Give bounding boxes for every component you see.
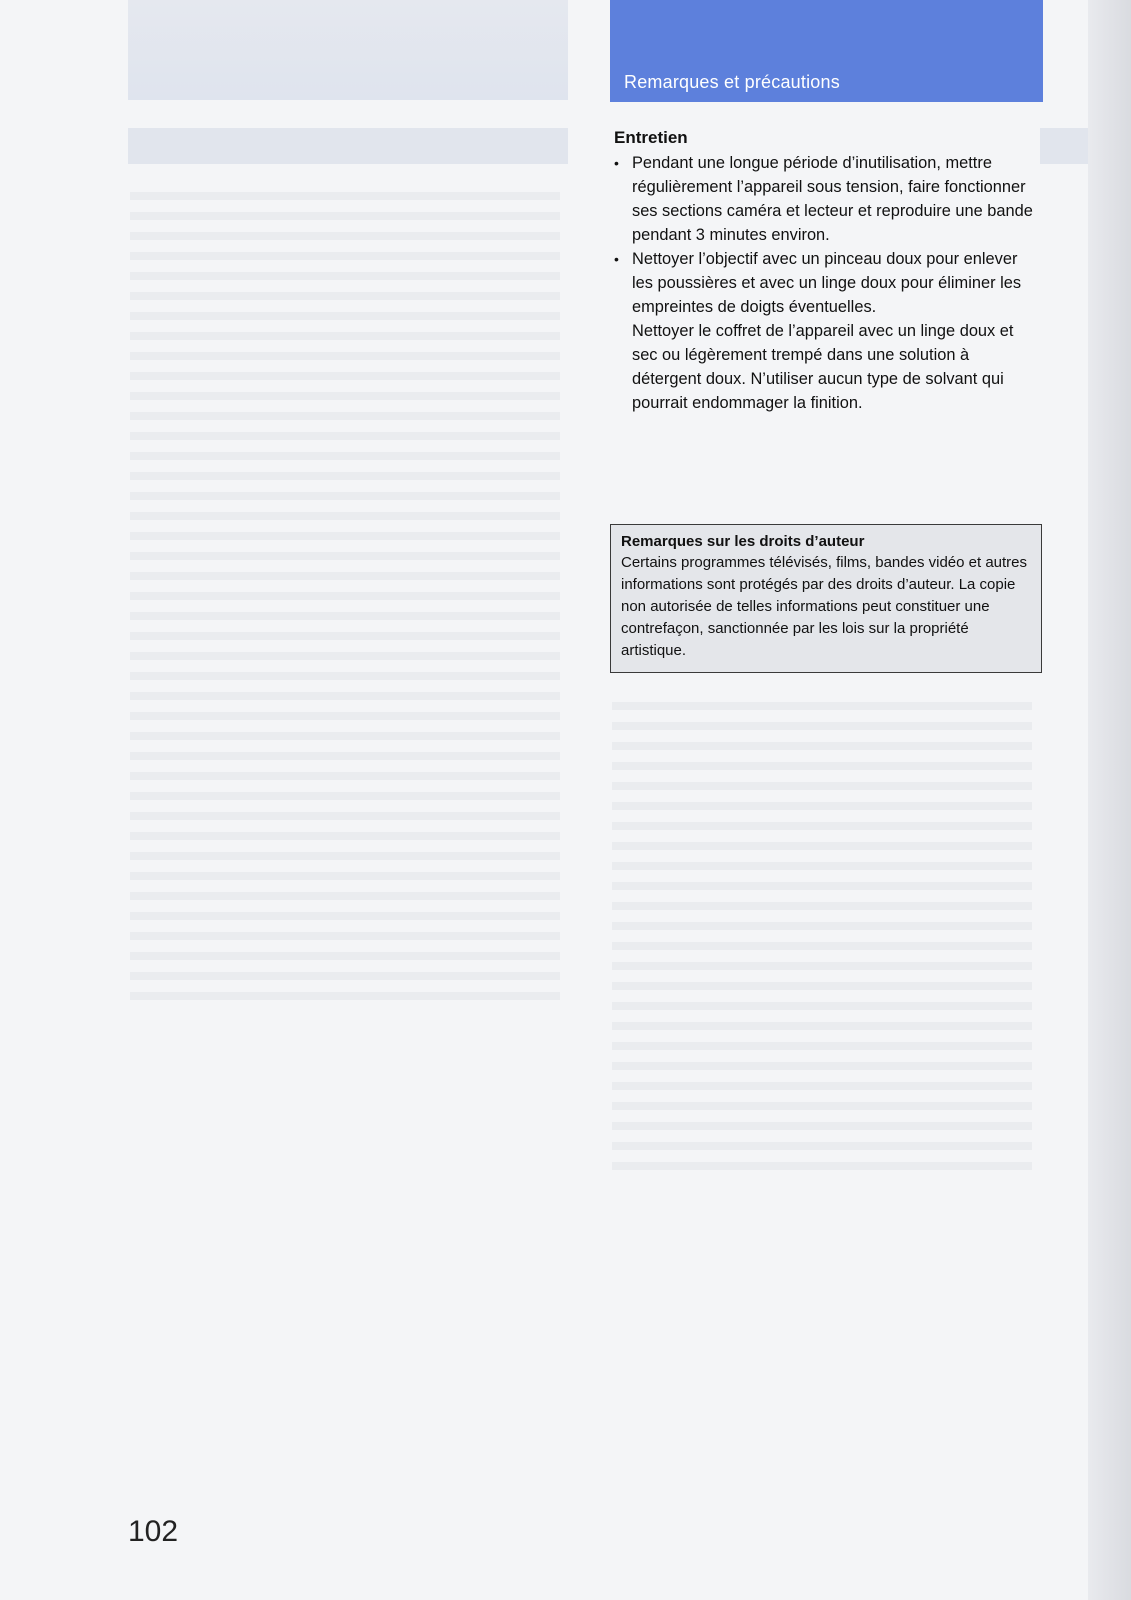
page-number: 102 (128, 1515, 179, 1548)
list-item (614, 247, 1036, 415)
bleed-through-text-right (612, 690, 1032, 1170)
list-item (614, 151, 1036, 247)
bleed-through-bar-left (128, 128, 568, 164)
page-edge-shadow (1088, 0, 1131, 1600)
section-header (610, 0, 1043, 102)
copyright-notice-box (610, 524, 1042, 673)
subsection-title: Entretien (614, 128, 688, 147)
list-paragraph: • Pendant une longue période d’inutilisation, mettre régulièrement l’appareil sous tension, faire fonctionner ses sections caméra et lecteur et reproduire une bande pendant 3 minutes environ. (632, 154, 1033, 244)
notice-body: Certains programmes télévisés, films, bandes vidéo et autres informations sont protégés par des droits d’auteur. La copie non autorisée de telles informations peut constituer une contrefaçon, sanctionnée par les lois sur la propriété artistique. (621, 554, 1028, 659)
entretien-section (614, 128, 1036, 415)
bleed-through-text-left (130, 180, 560, 1000)
section-title: Remarques et précautions (624, 72, 840, 92)
bleed-through-bar-right (1040, 128, 1088, 164)
list-paragraph: • Nettoyer l’objectif avec un pinceau doux pour enlever les poussières et avec un linge doux pour éliminer les empreintes de doigts éventuelles. (632, 250, 1022, 316)
notice-title: Remarques sur les droits d’auteur (621, 533, 865, 550)
maintenance-list (614, 151, 1036, 415)
list-paragraph: Nettoyer le coffret de l’appareil avec un linge doux et sec ou légèrement trempé dans une solution à détergent doux. N’utiliser aucun type de solvant qui pourrait endommager la finition. (632, 322, 1014, 412)
bleed-through-header (128, 0, 568, 100)
